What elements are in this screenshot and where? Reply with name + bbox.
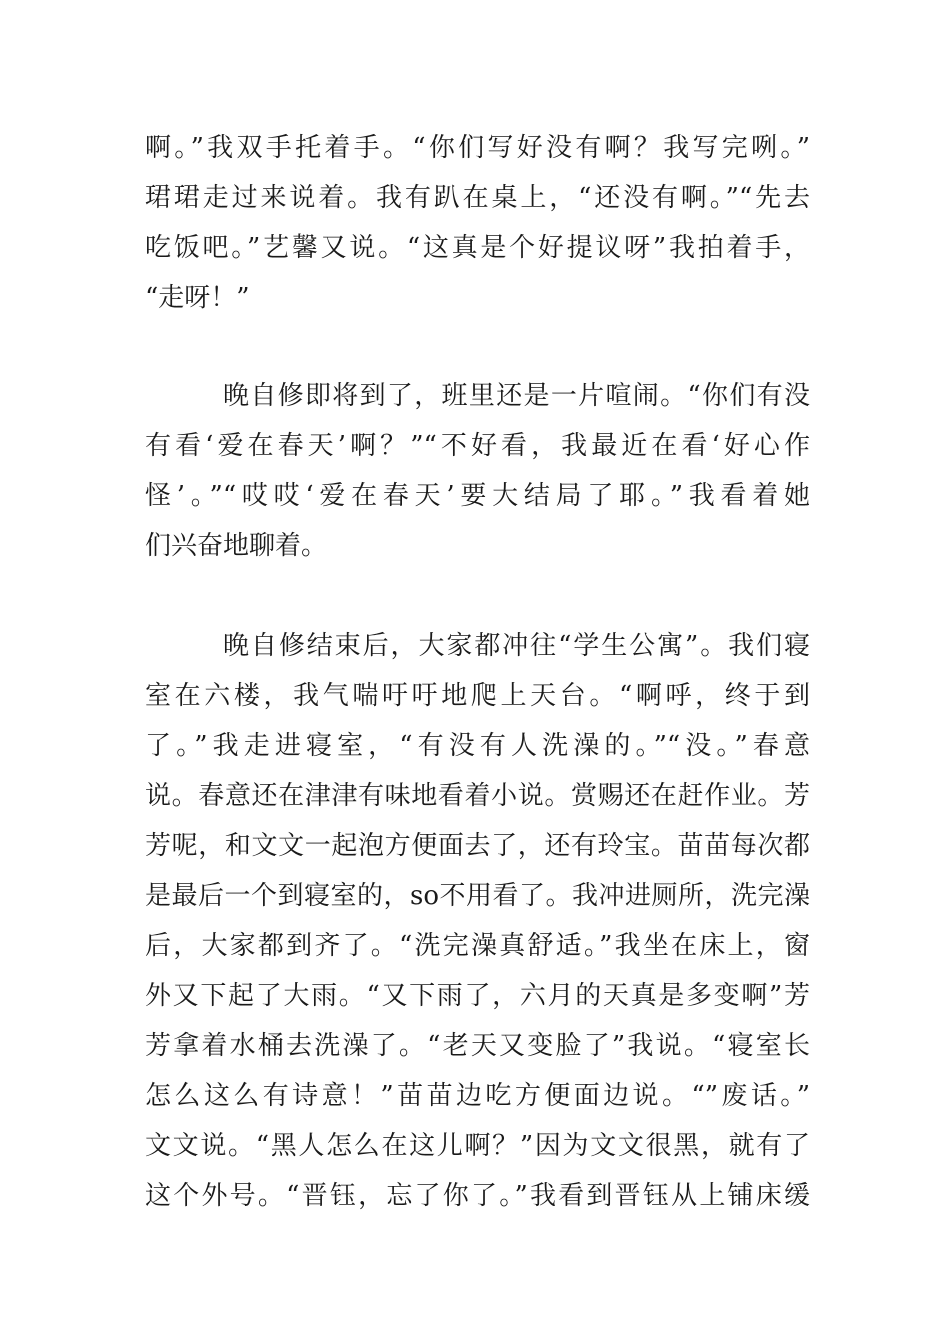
paragraph-3-line-5: 芳呢，和文文一起泡方便面去了，还有玲宝。苗苗每次都 xyxy=(145,831,810,861)
paragraph-3-line-9: 芳拿着水桶去洗澡了。“老天又变脸了”我说。“寝室长 xyxy=(145,1031,810,1061)
paragraph-3-line-1: 晚自修结束后，大家都冲往“学生公寓”。我们寝 xyxy=(223,631,810,661)
paragraph-2-line-2: 有看‘爱在春天’啊？”“不好看，我最近在看‘好心作 xyxy=(145,431,810,461)
paragraph-3-line-8: 外又下起了大雨。“又下雨了，六月的天真是多变啊”芳 xyxy=(145,981,810,1011)
paragraph-3-line-2: 室在六楼，我气喘吁吁地爬上天台。“啊呼，终于到 xyxy=(145,681,810,711)
paragraph-2-line-1: 晚自修即将到了，班里还是一片喧闹。“你们有没 xyxy=(223,381,810,411)
paragraph-3-line-6: 是最后一个到寝室的，so不用看了。我冲进厕所，洗完澡 xyxy=(145,881,810,911)
paragraph-3-line-12: 这个外号。“晋钰，忘了你了。”我看到晋钰从上铺床缓 xyxy=(145,1181,810,1211)
paragraph-3-line-3: 了。”我走进寝室，“有没有人洗澡的。”“没。”春意 xyxy=(145,731,810,761)
paragraph-1-line-3: 吃饭吧。”艺馨又说。“这真是个好提议呀”我拍着手， xyxy=(145,233,810,263)
paragraph-1-line-4: “走呀！” xyxy=(145,283,250,313)
paragraph-3-line-11: 文文说。“黑人怎么在这儿啊？”因为文文很黑，就有了 xyxy=(145,1131,810,1161)
paragraph-3-line-10: 怎么这么有诗意！”苗苗边吃方便面边说。“”废话。” xyxy=(145,1081,810,1111)
paragraph-2-line-3: 怪’。”“哎哎‘爱在春天’要大结局了耶。”我看着她 xyxy=(145,481,810,511)
paragraph-3-line-7: 后，大家都到齐了。“洗完澡真舒适。”我坐在床上，窗 xyxy=(145,931,810,961)
paragraph-3-line-4: 说。春意还在津津有味地看着小说。赏赐还在赶作业。芳 xyxy=(145,781,810,811)
paragraph-1-line-2: 珺珺走过来说着。我有趴在桌上，“还没有啊。”“先去 xyxy=(145,183,810,213)
paragraph-1-line-1: 啊。”我双手托着手。“你们写好没有啊？我写完咧。” xyxy=(145,133,810,163)
paragraph-2-line-4: 们兴奋地聊着。 xyxy=(145,531,328,561)
